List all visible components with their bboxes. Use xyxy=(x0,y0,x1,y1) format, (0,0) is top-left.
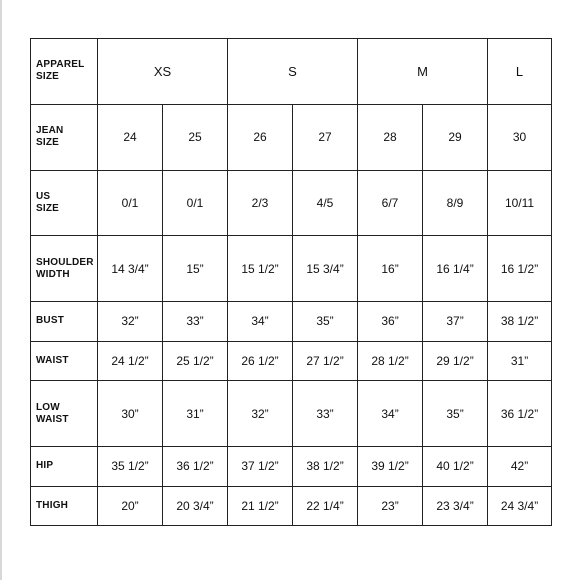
jean-size-cell: 24 xyxy=(98,104,163,170)
low-waist-cell: 36 1/2” xyxy=(488,381,552,447)
bust-label: BUST xyxy=(31,302,98,341)
jean-size-label: JEAN SIZE xyxy=(31,104,98,170)
us-size-cell: 10/11 xyxy=(488,170,552,236)
low-waist-label: LOW WAIST xyxy=(31,381,98,447)
bust-cell: 37” xyxy=(423,302,488,341)
waist-cell: 24 1/2” xyxy=(98,341,163,380)
thigh-cell: 20” xyxy=(98,486,163,526)
shoulder-width-cell: 15 1/2” xyxy=(228,236,293,302)
jean-size-row xyxy=(31,104,552,170)
bust-cell: 33” xyxy=(163,302,228,341)
bust-cell: 32” xyxy=(98,302,163,341)
hip-cell: 36 1/2” xyxy=(163,447,228,486)
shoulder-width-cell: 16 1/4” xyxy=(423,236,488,302)
us-size-label: US SIZE xyxy=(31,170,98,236)
thigh-cell: 21 1/2” xyxy=(228,486,293,526)
hip-cell: 37 1/2” xyxy=(228,447,293,486)
shoulder-width-row xyxy=(31,236,552,302)
hip-cell: 38 1/2” xyxy=(293,447,358,486)
jean-size-cell: 28 xyxy=(358,104,423,170)
bust-cell: 35” xyxy=(293,302,358,341)
hip-label: HIP xyxy=(31,447,98,486)
size-group-l: L xyxy=(488,39,552,105)
low-waist-cell: 31” xyxy=(163,381,228,447)
waist-cell: 26 1/2” xyxy=(228,341,293,380)
hip-cell: 39 1/2” xyxy=(358,447,423,486)
waist-cell: 29 1/2” xyxy=(423,341,488,380)
size-chart-table xyxy=(30,38,552,526)
shoulder-width-cell: 14 3/4” xyxy=(98,236,163,302)
jean-size-cell: 25 xyxy=(163,104,228,170)
thigh-cell: 23” xyxy=(358,486,423,526)
thigh-cell: 24 3/4” xyxy=(488,486,552,526)
waist-cell: 31” xyxy=(488,341,552,380)
size-group-s: S xyxy=(228,39,358,105)
low-waist-cell: 34” xyxy=(358,381,423,447)
low-waist-row xyxy=(31,381,552,447)
shoulder-width-cell: 16 1/2” xyxy=(488,236,552,302)
thigh-cell: 22 1/4” xyxy=(293,486,358,526)
jean-size-cell: 27 xyxy=(293,104,358,170)
shoulder-width-cell: 15 3/4” xyxy=(293,236,358,302)
apparel-size-label: APPAREL SIZE xyxy=(31,39,98,105)
low-waist-cell: 30” xyxy=(98,381,163,447)
shoulder-width-cell: 16” xyxy=(358,236,423,302)
low-waist-cell: 32” xyxy=(228,381,293,447)
waist-cell: 28 1/2” xyxy=(358,341,423,380)
us-size-row xyxy=(31,170,552,236)
shoulder-width-cell: 15” xyxy=(163,236,228,302)
thigh-cell: 20 3/4” xyxy=(163,486,228,526)
waist-row xyxy=(31,341,552,380)
us-size-cell: 0/1 xyxy=(98,170,163,236)
bust-cell: 34” xyxy=(228,302,293,341)
waist-label: WAIST xyxy=(31,341,98,380)
left-edge-divider xyxy=(0,0,2,580)
us-size-cell: 2/3 xyxy=(228,170,293,236)
thigh-cell: 23 3/4” xyxy=(423,486,488,526)
hip-cell: 35 1/2” xyxy=(98,447,163,486)
hip-cell: 42” xyxy=(488,447,552,486)
us-size-cell: 6/7 xyxy=(358,170,423,236)
jean-size-cell: 26 xyxy=(228,104,293,170)
us-size-cell: 4/5 xyxy=(293,170,358,236)
hip-row xyxy=(31,447,552,486)
us-size-cell: 0/1 xyxy=(163,170,228,236)
size-group-xs: XS xyxy=(98,39,228,105)
apparel-size-row xyxy=(31,39,552,105)
jean-size-cell: 29 xyxy=(423,104,488,170)
shoulder-width-label: SHOULDER WIDTH xyxy=(31,236,98,302)
bust-row xyxy=(31,302,552,341)
waist-cell: 25 1/2” xyxy=(163,341,228,380)
jean-size-cell: 30 xyxy=(488,104,552,170)
size-group-m: M xyxy=(358,39,488,105)
thigh-label: THIGH xyxy=(31,486,98,526)
us-size-cell: 8/9 xyxy=(423,170,488,236)
low-waist-cell: 33” xyxy=(293,381,358,447)
bust-cell: 38 1/2” xyxy=(488,302,552,341)
waist-cell: 27 1/2” xyxy=(293,341,358,380)
low-waist-cell: 35” xyxy=(423,381,488,447)
thigh-row xyxy=(31,486,552,526)
hip-cell: 40 1/2” xyxy=(423,447,488,486)
bust-cell: 36” xyxy=(358,302,423,341)
